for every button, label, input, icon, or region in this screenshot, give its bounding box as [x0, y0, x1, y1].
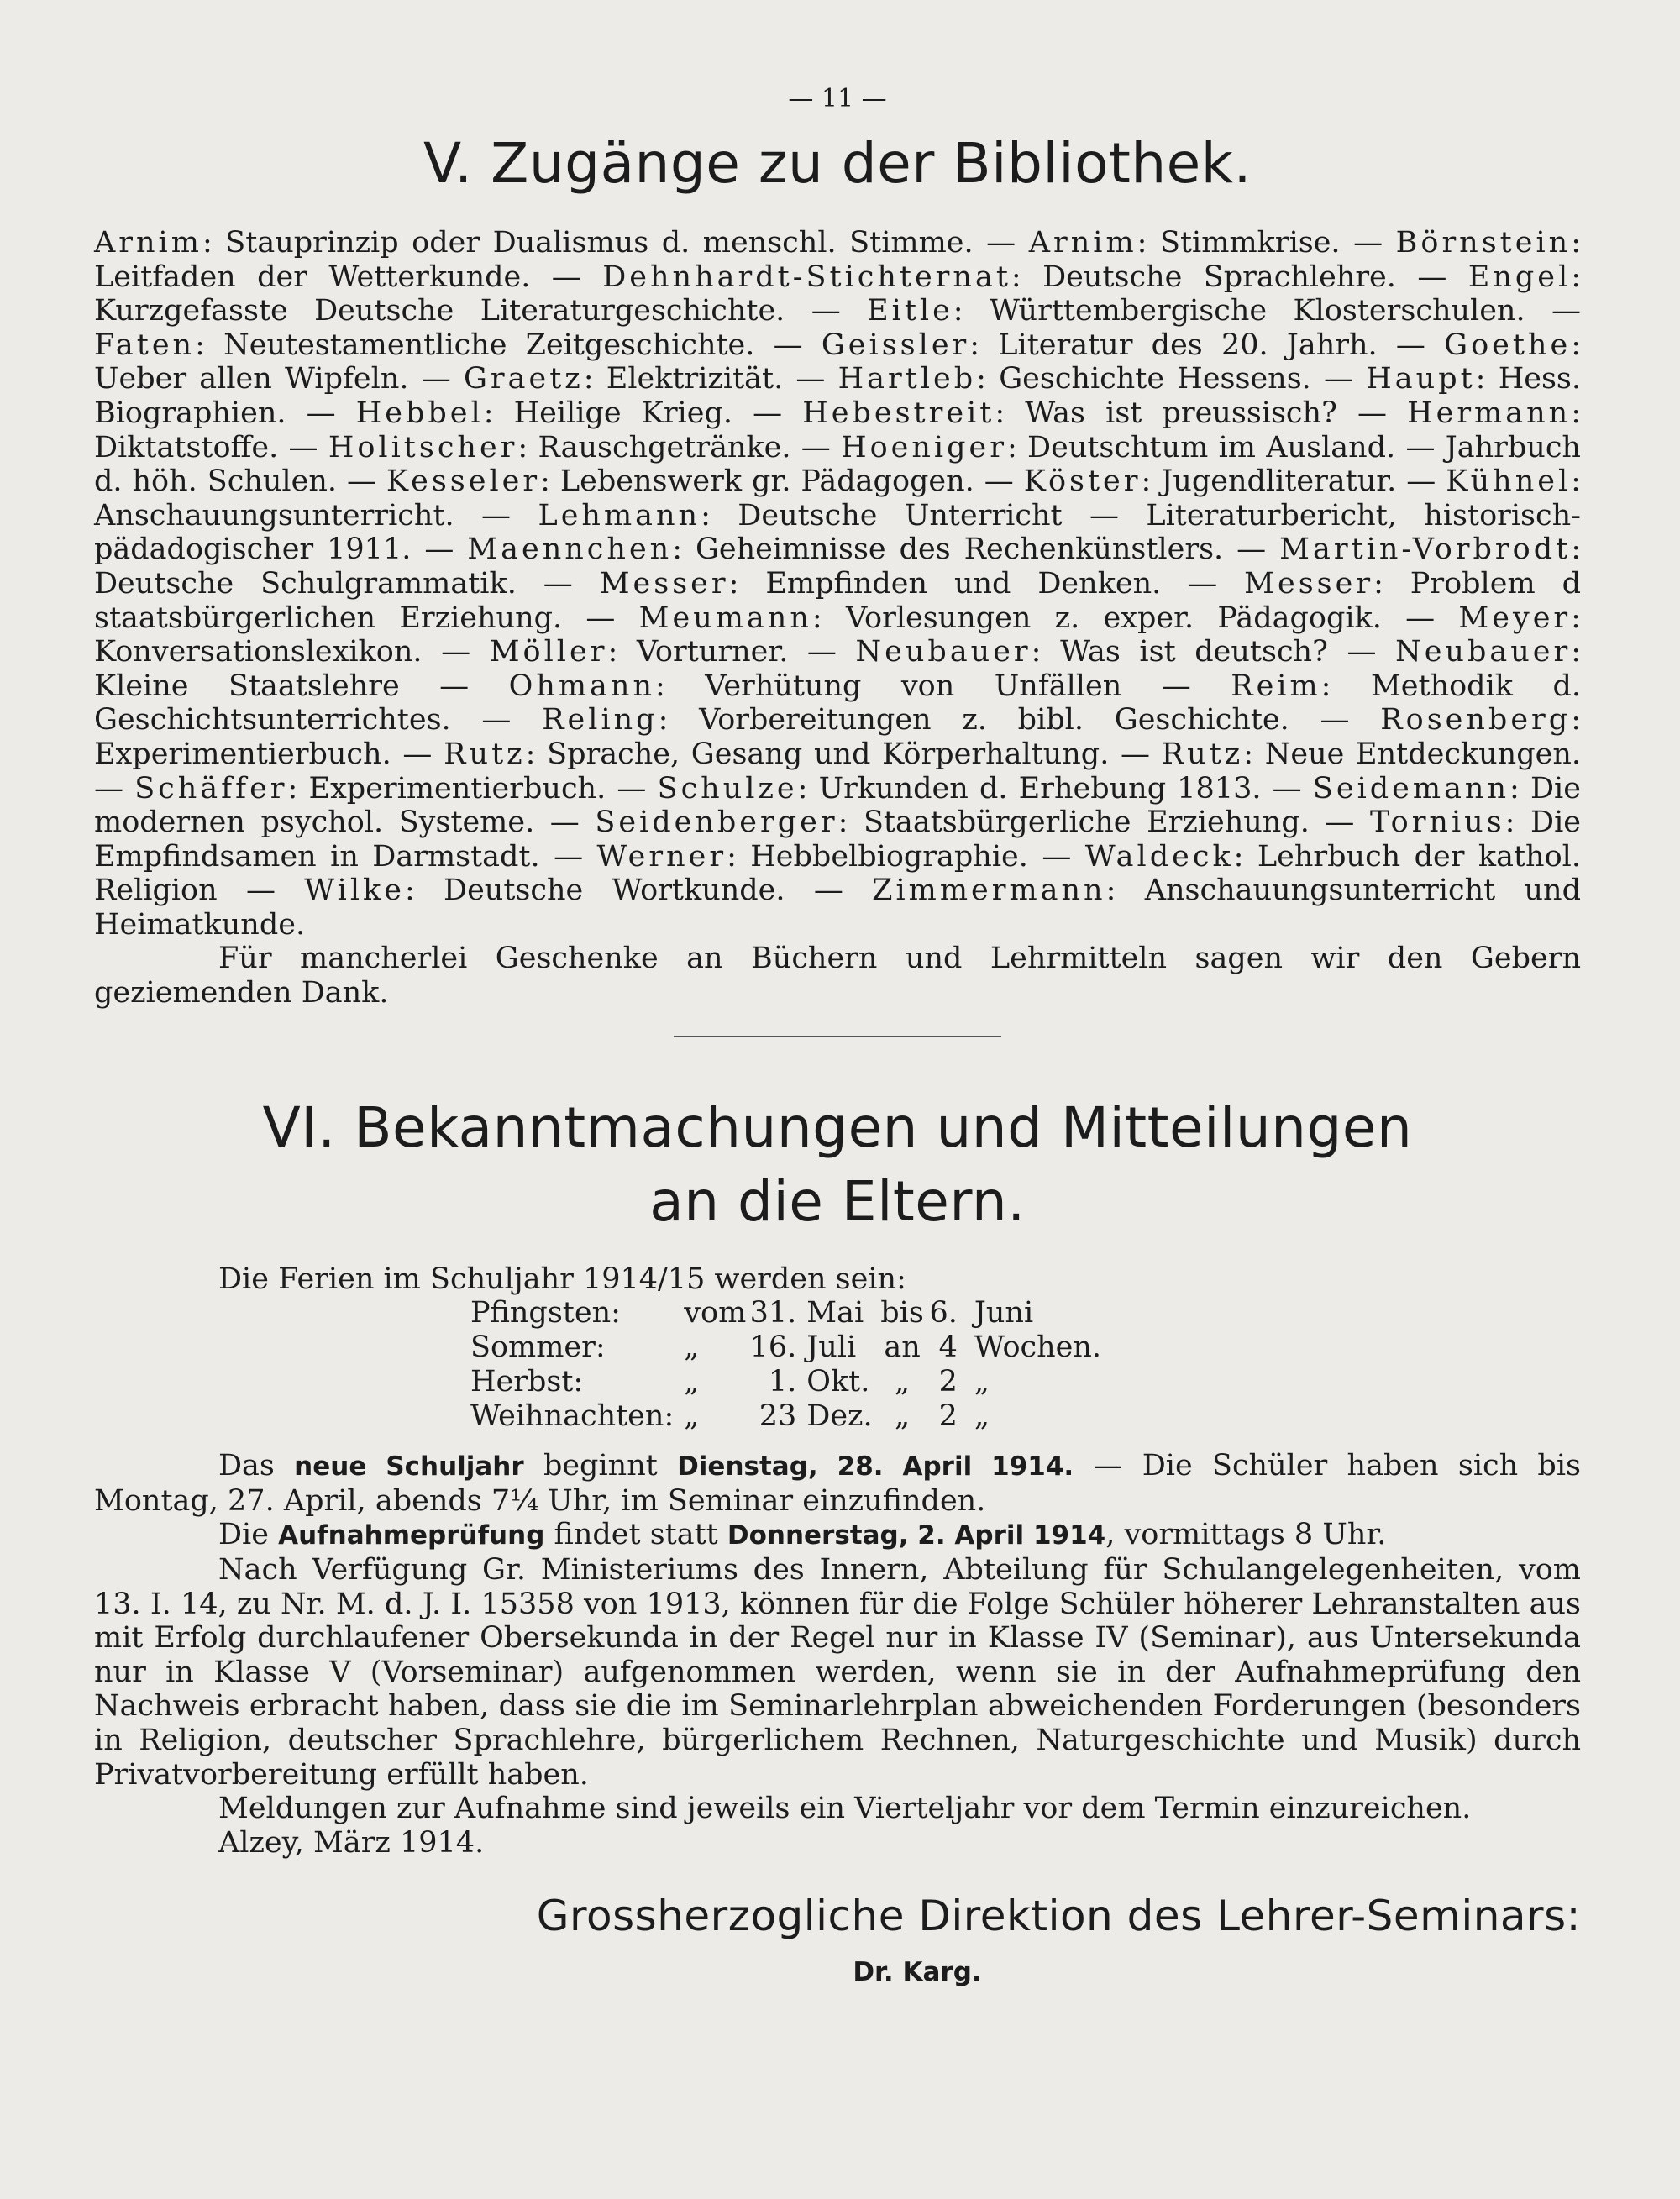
bibliography-entry: Kesseler: Lebenswerk gr. Pädagogen.: [386, 464, 974, 499]
entry-author: Hebestreit: [802, 396, 995, 430]
holiday-rest: Juni: [974, 1296, 1034, 1330]
bibliography-entry: Wilke: Deutsche Wortkunde.: [304, 874, 785, 908]
place-date: Alzey, März 1914.: [218, 1825, 485, 1860]
entry-title: Deutsche Schulgrammatik.: [94, 566, 517, 601]
entry-author: Rosenberg: [1380, 703, 1572, 737]
entry-title: Württembergische Klosterschulen.: [989, 294, 1525, 328]
section-divider: [674, 1036, 1001, 1037]
holiday-prep: „: [684, 1330, 700, 1365]
entry-author: Rutz: [444, 737, 526, 771]
entry-title: Lebenswerk gr. Pädagogen.: [559, 464, 974, 499]
bibliography-entry: Zimmermann: Anschauungsunterricht und Heimatkunde.: [94, 874, 1581, 942]
bibliography-entry: Rosenberg: Experimentierbuch.: [94, 703, 1581, 771]
bibliography-entry: Goethe: Ueber allen Wipfeln.: [94, 328, 1581, 396]
entry-author: Messer: [1244, 566, 1374, 601]
entry-title: Problem d staatsbürgerlichen Erziehung.: [94, 566, 1581, 635]
bibliography-entry: Maennchen: Geheimnisse des Rechenkünstlers.: [467, 533, 1224, 567]
entry-title: Die Empfindsamen in Darmstadt.: [94, 806, 1581, 874]
entry-author: Goethe: [1444, 328, 1572, 362]
entry-author: Neubauer: [1395, 635, 1572, 669]
bibliography-entry: Arnim: Stimmkrise.: [1028, 226, 1341, 260]
bibliography-entry: Messer: Problem d staatsbürgerlichen Erziehung.: [94, 566, 1581, 635]
entry-author: Tornius: [1370, 806, 1505, 840]
entry-author: Reim: [1231, 669, 1321, 703]
bibliography-entry: Reim: Methodik d. Geschichtsunterrichtes.: [94, 669, 1581, 737]
bibliography-entry: Geissler: Literatur des 20. Jahrh.: [821, 328, 1378, 362]
entry-author: Neubauer: [855, 635, 1032, 669]
holiday-rest: „: [974, 1399, 990, 1434]
entry-title: Deutsche Sprachlehre.: [1042, 260, 1396, 294]
bold-run: Donnerstag, 2. April 1914: [727, 1520, 1106, 1551]
bibliography-entry: Meyer: Konversationslexikon.: [94, 601, 1581, 669]
entry-title: Vorturner.: [636, 635, 789, 669]
entry-author: Seidemann: [1312, 771, 1510, 806]
holiday-num: 4: [938, 1330, 958, 1365]
bibliography-entry: Lehmann: Deutsche Unterricht — Literaturbericht, historisch-pädadogischer 1911.: [94, 498, 1581, 567]
library-acquisitions-list: Arnim: Stauprinzip oder Dualismus d. menschl. Stimme. — Arnim: Stimmkrise. — Börnstein: Leitfaden der Wetterkunde. — Dehnhardt-Stichternat: Deutsche Sprachlehre. — Engel: Kurzgefasste Deutsche Literaturgeschichte. — Eitle: Württembergische Klosterschulen. — Faten: Neutestamentliche Zeitgeschichte. — Geissler: Literatur des 20. Jahrh. — Goethe: Ueber allen Wipfeln. — Graetz: Elektrizität. — Hartleb: Geschichte Hessens. — Haupt: Hess. Biographien. — Hebbel: Heilige Krieg. — Hebestreit: Was ist preussisch? — Hermann: Diktatstoffe. — Holitscher: Rauschgetränke. — Hoeniger: Deutschtum im Ausland. — Jahrbuch d. höh. Schulen. — Kesseler: Lebenswerk gr. Pädagogen. — Köster: Jugendliteratur. — Kühnel: Anschauungsunterricht. — Lehmann: Deutsche Unterricht — Literaturbericht, historisch-pädadogischer 1911. — Maennchen: Geheimnisse des Rechenkünstlers. — Martin-Vorbrodt: Deutsche Schulgrammatik. — Messer: Empfinden und Denken. — Messer: Problem d staatsbürgerlichen Erziehung. — Meumann: Vorlesungen z. exper. Pädagogik. — Meyer: Konversationslexikon. — Möller: Vorturner. — Neubauer: Was ist deutsch? — Neubauer: Kleine Staatslehre — Ohmann: Verhütung von Unfällen — Reim: Methodik d. Geschichtsunterrichtes. — Reling: Vorbereitungen z. bibl. Geschichte. — Rosenberg: Experimentierbuch. — Rutz: Sprache, Gesang und Körperhaltung. — Rutz: Neue Entdeckungen. — Schäffer: Experimentierbuch. — Schulze: Urkunden d. Erhebung 1813. — Seidemann: Die modernen psychol. Systeme. — Seidenberger: Staatsbürgerliche Erziehung. — Tornius: Die Empfindsamen in Darmstadt. — Werner: Hebbelbiographie. — Waldeck: Lehrbuch der kathol. Religion — Wilke: Deutsche Wortkunde. — Zimmermann: Anschauungsunterricht und Heimatkunde.: [94, 226, 1582, 942]
entry-title: Die modernen psychol. Systeme.: [94, 771, 1581, 840]
entry-title: Geheimnisse des Rechenkünstlers.: [695, 533, 1224, 567]
entry-title: Hess. Biographien.: [94, 362, 1581, 430]
entry-title: Experimentierbuch.: [308, 771, 606, 806]
entry-title: Stimmkrise.: [1160, 226, 1341, 260]
entry-title: Kleine Staatslehre: [94, 669, 400, 703]
entry-title: Diktatstoffe.: [94, 430, 279, 464]
entry-author: Kesseler: [386, 464, 541, 499]
text-run: beginnt: [523, 1449, 678, 1483]
entry-author: Schäffer: [134, 771, 288, 806]
bibliography-entry: Schulze: Urkunden d. Erhebung 1813.: [657, 771, 1262, 806]
holiday-name: Pfingsten:: [470, 1296, 621, 1330]
registration-paragraph: Meldungen zur Aufnahme sind jeweils ein Vierteljahr vor dem Termin einzureichen.: [218, 1792, 1472, 1826]
holiday-conn: bis: [880, 1296, 924, 1330]
bibliography-entry: Engel: Kurzgefasste Deutsche Literaturgeschichte.: [94, 260, 1581, 328]
entry-title: Sprache, Gesang und Körperhaltung.: [547, 737, 1110, 771]
bibliography-entry: Köster: Jugendliteratur.: [1023, 464, 1397, 499]
bibliography-entry: Hartleb: Geschichte Hessens.: [837, 362, 1311, 396]
entry-title: Urkunden d. Erhebung 1813.: [818, 771, 1262, 806]
holidays-intro: Die Ferien im Schuljahr 1914/15 werden sein:: [218, 1262, 906, 1296]
entry-author: Arnim: [1028, 226, 1137, 260]
entry-title: Was ist deutsch?: [1060, 635, 1328, 669]
holiday-prep: „: [684, 1399, 700, 1434]
bibliography-entry: Martin-Vorbrodt: Deutsche Schulgrammatik.: [94, 533, 1581, 601]
entry-author: Reling: [542, 703, 659, 737]
entry-title: Experimentierbuch.: [94, 737, 391, 771]
entry-author: Schulze: [657, 771, 798, 806]
text-run: , vormittags 8 Uhr.: [1105, 1518, 1387, 1552]
text-run: Die: [218, 1518, 279, 1552]
entry-title: Neutestamentliche Zeitgeschichte.: [223, 328, 755, 362]
holiday-conn: „: [894, 1399, 911, 1434]
entry-title: Literatur des 20. Jahrh.: [998, 328, 1378, 362]
entry-title: Deutsche Wortkunde.: [444, 874, 785, 908]
entry-author: Kühnel: [1446, 464, 1572, 499]
holiday-row: [470, 1399, 1101, 1434]
entry-title: Verhütung von Unfällen: [705, 669, 1122, 703]
bold-run: Dienstag, 28. April 1914.: [677, 1451, 1074, 1483]
holiday-rest: „: [974, 1365, 990, 1399]
entry-title: Jugendliteratur.: [1161, 464, 1397, 499]
section-vi-title-line2: an die Eltern.: [649, 1168, 1026, 1234]
holiday-name: Weihnachten:: [470, 1399, 675, 1434]
entry-title: Leitfaden der Wetterkunde.: [94, 260, 531, 294]
bibliography-entry: Meumann: Vorlesungen z. exper. Pädagogik.: [638, 601, 1382, 635]
bibliography-entry: Reling: Vorbereitungen z. bibl. Geschichte.: [542, 703, 1289, 737]
holiday-prep: „: [684, 1365, 700, 1399]
holiday-month: Mai: [806, 1296, 864, 1330]
holiday-day: 16.: [749, 1330, 797, 1365]
entry-author: Engel: [1467, 260, 1572, 294]
bibliography-entry: Messer: Empfinden und Denken.: [599, 566, 1162, 601]
holiday-rest: Wochen.: [974, 1330, 1102, 1365]
section-vi-title: [94, 1091, 1581, 1239]
section-v-title: V. Zugänge zu der Bibliothek.: [423, 131, 1252, 196]
bibliography-entry: Dehnhardt-Stichternat: Deutsche Sprachlehre.: [602, 260, 1396, 294]
entry-title: Ueber allen Wipfeln.: [94, 362, 409, 396]
entry-author: Möller: [489, 635, 608, 669]
holiday-day: 23: [759, 1399, 797, 1434]
text-run: findet statt: [544, 1518, 727, 1552]
bold-run: neue Schuljahr: [294, 1451, 524, 1483]
page-number: — 11 —: [788, 84, 887, 113]
entry-author: Hartleb: [837, 362, 977, 396]
bibliography-entry: Arnim: Stauprinzip oder Dualismus d. menschl. Stimme.: [94, 226, 974, 260]
entry-title: Hebbelbiographie.: [750, 839, 1028, 874]
holiday-num: 2: [938, 1365, 958, 1399]
entry-author: Meyer: [1458, 601, 1572, 635]
holiday-row: [470, 1330, 1101, 1365]
entry-title: Lehrbuch der kathol. Religion: [94, 839, 1581, 908]
entrance-exam-paragraph: [94, 1518, 1581, 1553]
bibliography-entry: Tornius: Die Empfindsamen in Darmstadt.: [94, 806, 1581, 874]
bibliography-entry: Seidenberger: Staatsbürgerliche Erziehung.: [595, 806, 1310, 840]
entry-title: Staatsbürgerliche Erziehung.: [863, 806, 1310, 840]
bibliography-entry: Hebestreit: Was ist preussisch?: [802, 396, 1337, 430]
holiday-num: 6.: [929, 1296, 958, 1330]
bibliography-entry: Hermann: Diktatstoffe.: [94, 396, 1581, 464]
bibliography-entry: Rutz: Sprache, Gesang und Körperhaltung.: [444, 737, 1110, 771]
bibliography-entry: Hebbel: Heilige Krieg.: [355, 396, 732, 430]
bibliography-entry: Eitle: Württembergische Klosterschulen.: [867, 294, 1525, 328]
new-school-year-paragraph: [94, 1449, 1581, 1518]
entry-title: Elektrizität.: [606, 362, 784, 396]
signer-name: Dr. Karg.: [853, 1957, 982, 1988]
signature-institution: Grossherzogliche Direktion des Lehrer-Seminars:: [536, 1892, 1581, 1941]
entry-author: Haupt: [1366, 362, 1476, 396]
entry-author: Börnstein: [1395, 226, 1572, 260]
entry-author: Seidenberger: [595, 806, 838, 840]
entry-title: Rauschgetränke.: [538, 430, 791, 464]
entry-title: Anschauungsunterricht.: [94, 498, 454, 533]
holiday-conn: „: [894, 1365, 911, 1399]
bibliography-entry: Graetz: Elektrizität.: [463, 362, 784, 396]
bibliography-entry: Ohmann: Verhütung von Unfällen: [508, 669, 1122, 703]
holiday-row: [470, 1296, 1101, 1330]
entry-title: Heilige Krieg.: [513, 396, 732, 430]
bibliography-entry: Schäffer: Experimentierbuch.: [134, 771, 606, 806]
entry-author: Hoeniger: [841, 430, 1007, 464]
entry-title: Vorbereitungen z. bibl. Geschichte.: [699, 703, 1289, 737]
entry-author: Lehmann: [538, 498, 701, 533]
ministry-decree-paragraph: Nach Verfügung Gr. Ministeriums des Innern, Abteilung für Schulangelegenheiten, vom 13. I. 14, zu Nr. M. d. J. I. 15358 von 1913, können für die Folge Schüler höherer Lehranstalten aus mit Erfolg durchlaufener Obersekunda in der Regel nur in Klasse IV (Seminar), aus Untersekunda nur in Klasse V (Vorseminar) aufgenommen werden, wenn sie in der Aufnahmeprüfung den Nachweis erbracht haben, dass sie die im Seminarlehrplan abweichenden Forderungen (besonders in Religion, deutscher Sprachlehre, bürgerlichem Rechnen, Naturgeschichte und Musik) durch Privatvorbereitung erfüllt haben.: [94, 1553, 1581, 1792]
entry-author: Zimmermann: [872, 874, 1106, 908]
text-run: — Die Schüler haben sich bis Montag, 27. April, abends 7¼ Uhr, im Seminar einzufinden.: [94, 1449, 1581, 1518]
holiday-month: Juli: [806, 1330, 857, 1365]
entry-author: Martin-Vorbrodt: [1279, 533, 1572, 567]
bibliography-entry: Holitscher: Rauschgetränke.: [328, 430, 791, 464]
holiday-month: Dez.: [806, 1399, 873, 1434]
holiday-num: 2: [938, 1399, 958, 1434]
holiday-day: 1.: [768, 1365, 797, 1399]
holidays-table: [470, 1296, 1101, 1434]
bibliography-entry: Neubauer: Kleine Staatslehre: [94, 635, 1581, 703]
thanks-paragraph: Für mancherlei Geschenke an Büchern und Lehrmitteln sagen wir den Gebern geziemenden Dank.: [94, 942, 1581, 1010]
entry-title: Methodik d. Geschichtsunterrichtes.: [94, 669, 1581, 737]
entry-title: Jahrbuch d. höh. Schulen.: [94, 430, 1581, 499]
entry-title: Geschichte Hessens.: [999, 362, 1311, 396]
bibliography-entry: Haupt: Hess. Biographien.: [94, 362, 1581, 430]
entry-title: Was ist preussisch?: [1025, 396, 1337, 430]
entry-title: Konversationslexikon.: [94, 635, 423, 669]
bibliography-entry: Hoeniger: Deutschtum im Ausland.: [841, 430, 1396, 464]
bibliography-entry: Möller: Vorturner.: [489, 635, 789, 669]
entry-title: Vorlesungen z. exper. Pädagogik.: [845, 601, 1382, 635]
entry-author: Rutz: [1161, 737, 1244, 771]
bibliography-entry: Rutz: Neue Entdeckungen.: [1161, 737, 1582, 771]
entry-author: Messer: [599, 566, 729, 601]
holiday-name: Herbst:: [470, 1365, 584, 1399]
section-vi-title-line1: VI. Bekanntmachungen und Mitteilungen: [262, 1094, 1413, 1160]
holiday-prep: vom: [684, 1296, 747, 1330]
entry-author: Werner: [596, 839, 727, 874]
entry-author: Geissler: [821, 328, 970, 362]
bibliography-entry: Faten: Neutestamentliche Zeitgeschichte.: [94, 328, 755, 362]
entry-author: Graetz: [463, 362, 584, 396]
entry-title: Kurzgefasste Deutsche Literaturgeschichte.: [94, 294, 785, 328]
bibliography-entry: Neubauer: Was ist deutsch?: [855, 635, 1328, 669]
bibliography-entry: Börnstein: Leitfaden der Wetterkunde.: [94, 226, 1581, 294]
entry-title: Empfinden und Denken.: [765, 566, 1162, 601]
entry-author: Holitscher: [328, 430, 518, 464]
bibliography-entry: Seidemann: Die modernen psychol. Systeme.: [94, 771, 1581, 840]
text-run: Das: [218, 1449, 295, 1483]
entry-author: Hebbel: [355, 396, 484, 430]
entry-author: Dehnhardt-Stichternat: [602, 260, 1011, 294]
entry-author: Faten: [94, 328, 196, 362]
entry-title: Deutschtum im Ausland.: [1027, 430, 1396, 464]
entry-author: Ohmann: [508, 669, 655, 703]
bibliography-entry: Kühnel: Anschauungsunterricht.: [94, 464, 1581, 533]
entry-title: Deutsche Unterricht — Literaturbericht, historisch-pädadogischer 1911.: [94, 498, 1581, 567]
holiday-month: Okt.: [806, 1365, 870, 1399]
bold-run: Aufnahmeprüfung: [278, 1520, 545, 1551]
holiday-row: [470, 1365, 1101, 1399]
entry-title: Anschauungsunterricht und Heimatkunde.: [94, 874, 1581, 942]
entry-author: Eitle: [867, 294, 953, 328]
holiday-name: Sommer:: [470, 1330, 606, 1365]
entry-title: Stauprinzip oder Dualismus d. menschl. Stimme.: [225, 226, 974, 260]
bibliography-entry: Werner: Hebbelbiographie.: [596, 839, 1028, 874]
bibliography-entry: Waldeck: Lehrbuch der kathol. Religion: [94, 839, 1581, 908]
entry-author: Meumann: [638, 601, 812, 635]
entry-author: Köster: [1023, 464, 1142, 499]
holiday-day: 31.: [749, 1296, 797, 1330]
entry-title: Neue Entdeckungen.: [1264, 737, 1582, 771]
holiday-conn: an: [884, 1330, 921, 1365]
entry-author: Arnim: [94, 226, 202, 260]
entry-author: Maennchen: [467, 533, 673, 567]
entry-author: Hermann: [1407, 396, 1572, 430]
entry-author: Waldeck: [1084, 839, 1234, 874]
entry-author: Wilke: [304, 874, 405, 908]
